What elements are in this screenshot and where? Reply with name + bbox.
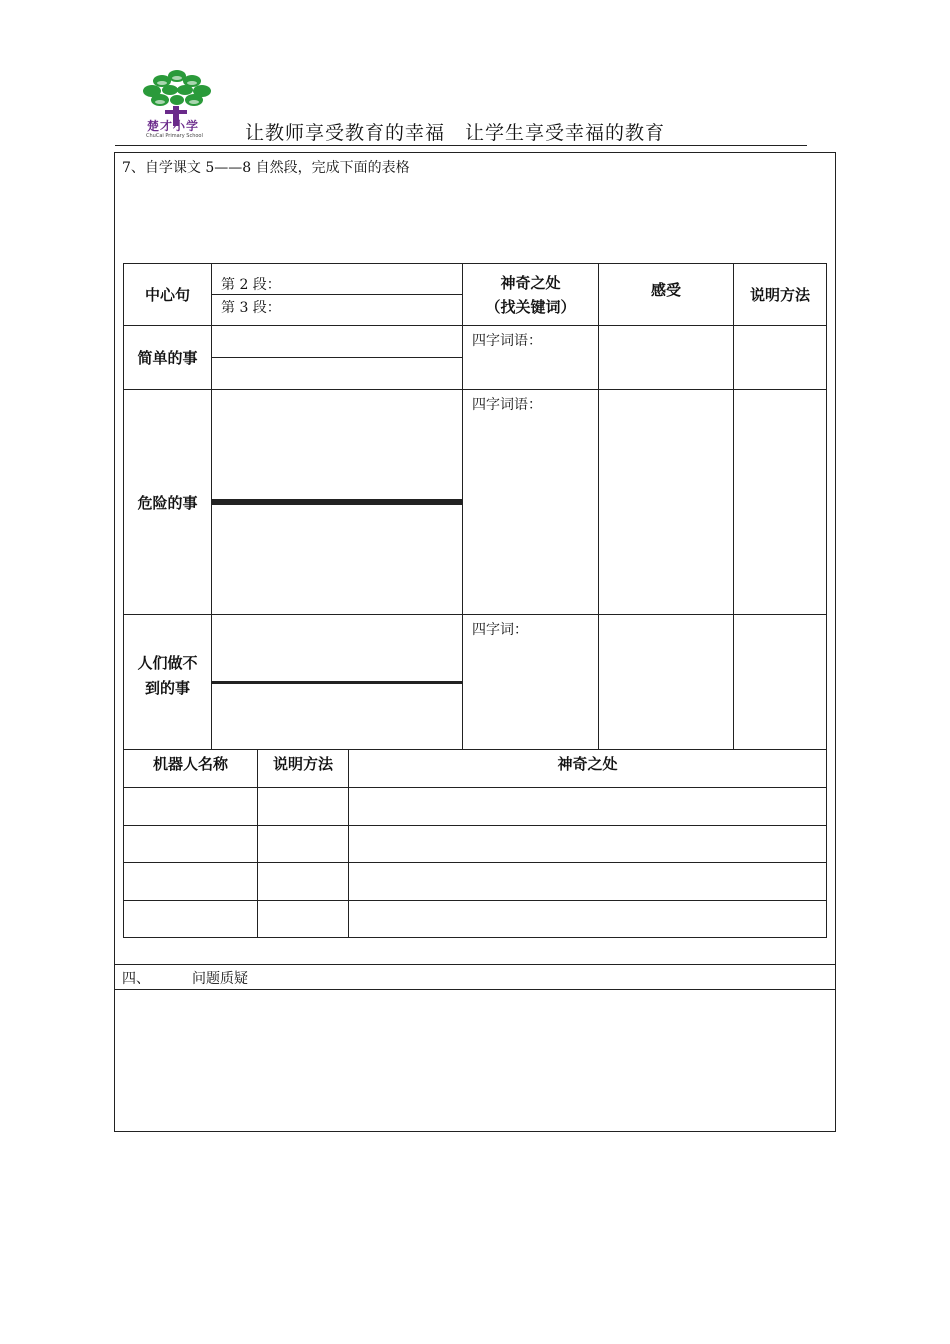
method-header: 说明方法: [734, 264, 827, 326]
para3-label: 第 3 段：: [221, 300, 281, 316]
method-cell-danger: [734, 390, 827, 615]
robot-magic-header: 神奇之处: [349, 750, 827, 788]
feeling-cell-danger: [599, 390, 734, 615]
logo-text: 楚才小学: [147, 119, 200, 133]
magic-header-title: 神奇之处: [500, 273, 561, 292]
note-simple: 四字词语：: [463, 326, 599, 390]
robot-method-cell: [258, 788, 349, 826]
para2-label: 第 2 段：: [212, 272, 462, 295]
section-7-title: 7、自学课文 5——8 自然段，完成下面的表格: [122, 160, 410, 176]
row-label-impossible: [124, 615, 212, 750]
table-row: [124, 826, 827, 863]
robot-name-header: 机器人名称: [124, 750, 258, 788]
answer-lines-simple: [212, 326, 463, 390]
answer-lines-impossible: [212, 615, 463, 750]
table-row: [124, 863, 827, 901]
table-row: [124, 901, 827, 938]
robot-method-cell: [258, 863, 349, 901]
section-4-divider: [114, 989, 836, 990]
paragraph-cell: [212, 264, 463, 326]
method-cell-impossible: [734, 615, 827, 750]
reading-table: [123, 263, 827, 750]
method-cell-simple: [734, 326, 827, 390]
robot-magic-cell: [349, 863, 827, 901]
robot-method-header: 说明方法: [258, 750, 349, 788]
feeling-cell-impossible: [599, 615, 734, 750]
center-sentence-header: 中心句: [124, 264, 212, 326]
magic-header-subtitle: （找关键词）: [485, 297, 576, 316]
row-label-simple: 简单的事: [124, 326, 212, 390]
section-4-number: 四、: [122, 971, 150, 987]
robot-magic-cell: [349, 901, 827, 938]
robot-name-cell: [124, 863, 258, 901]
robot-name-cell: [124, 788, 258, 826]
robot-method-cell: [258, 826, 349, 863]
note-danger: 四字词语：: [463, 390, 599, 615]
magic-header: [463, 264, 599, 326]
table-row: [124, 788, 827, 826]
robot-method-cell: [258, 901, 349, 938]
feeling-header: 感受: [599, 264, 734, 326]
answer-lines-danger: [212, 390, 463, 615]
robot-table: [123, 749, 827, 938]
robot-magic-cell: [349, 788, 827, 826]
school-motto: 让教师享受教育的幸福 让学生享受幸福的教育: [245, 122, 666, 144]
section-4-title: 问题质疑: [192, 971, 248, 987]
robot-magic-cell: [349, 826, 827, 863]
robot-name-cell: [124, 826, 258, 863]
row-label-impossible-line1: 人们做不: [137, 654, 198, 672]
row-label-danger: 危险的事: [124, 390, 212, 615]
row-label-impossible-line2: 到的事: [144, 679, 190, 697]
logo-subtext: ChuCai Primary School: [146, 133, 203, 139]
feeling-cell-simple: [599, 326, 734, 390]
robot-name-cell: [124, 901, 258, 938]
header-rule: [115, 145, 807, 146]
note-impossible: 四字词：: [463, 615, 599, 750]
